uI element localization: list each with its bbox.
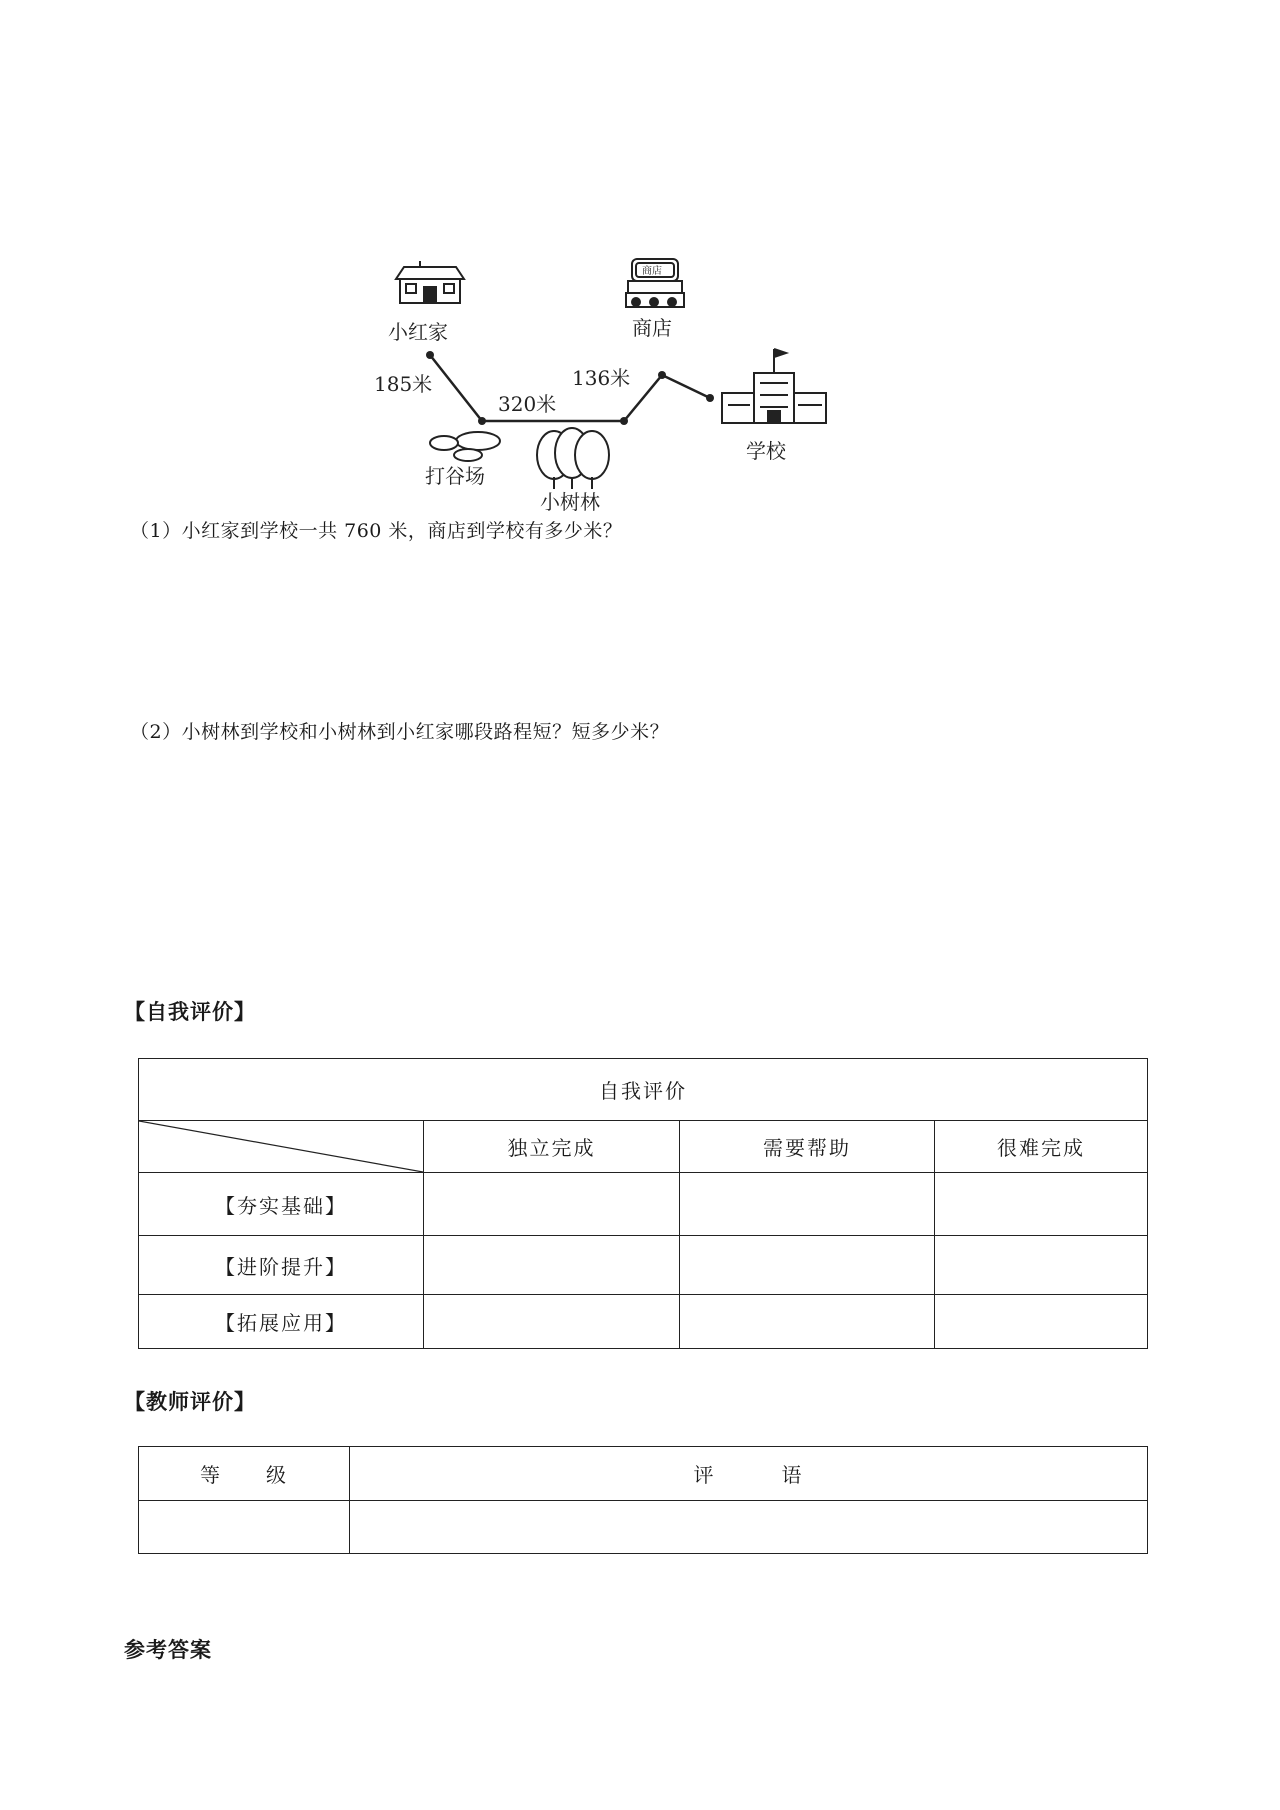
node-school — [706, 394, 714, 402]
route-line — [430, 355, 710, 421]
route-map — [360, 255, 840, 515]
comment-header: 评 语 — [350, 1447, 1148, 1501]
eval-cell[interactable] — [680, 1173, 935, 1236]
comment-cell[interactable] — [350, 1501, 1148, 1554]
question-1: （1）小红家到学校一共 760 米，商店到学校有多少米？ — [130, 520, 623, 542]
label-threshing: 打谷场 — [425, 464, 485, 488]
eval-cell[interactable] — [424, 1173, 680, 1236]
distance-threshing-woods: 320米 — [498, 392, 557, 416]
node-woods — [620, 417, 628, 425]
grade-header: 等 级 — [139, 1447, 350, 1501]
eval-cell[interactable] — [424, 1236, 680, 1295]
school-icon — [722, 349, 826, 423]
column-header: 很难完成 — [935, 1121, 1148, 1173]
answer-title: 参考答案 — [124, 1637, 212, 1662]
eval-cell[interactable] — [680, 1236, 935, 1295]
self-eval-title: 【自我评价】 — [124, 999, 256, 1024]
column-header: 需要帮助 — [680, 1121, 935, 1173]
diagonal-line — [139, 1121, 423, 1172]
node-home — [426, 351, 434, 359]
eval-cell[interactable] — [935, 1295, 1148, 1349]
label-shop: 商店 — [632, 316, 672, 340]
row-header: 【夯实基础】 — [139, 1173, 424, 1236]
shop-sign-label: 商店 — [642, 266, 662, 277]
node-threshing — [478, 417, 486, 425]
node-shop — [658, 371, 666, 379]
label-woods: 小树林 — [540, 490, 600, 514]
eval-cell[interactable] — [935, 1173, 1148, 1236]
distance-home-threshing: 185米 — [374, 372, 433, 396]
column-header: 独立完成 — [424, 1121, 680, 1173]
self-eval-table-title: 自我评价 — [139, 1059, 1148, 1121]
label-home: 小红家 — [388, 320, 448, 344]
question-2: （2）小树林到学校和小树林到小红家哪段路程短？短多少米？ — [130, 721, 670, 743]
row-header: 【进阶提升】 — [139, 1236, 424, 1295]
teacher-eval-table — [138, 1446, 1148, 1554]
eval-cell[interactable] — [935, 1236, 1148, 1295]
self-eval-table — [138, 1058, 1148, 1349]
tree-icon — [537, 428, 609, 489]
house-icon — [396, 261, 464, 303]
route-map-svg — [360, 255, 840, 515]
teacher-eval-title: 【教师评价】 — [124, 1389, 256, 1414]
diagonal-header-cell — [139, 1121, 424, 1173]
grade-cell[interactable] — [139, 1501, 350, 1554]
label-school: 学校 — [746, 439, 786, 463]
row-header: 【拓展应用】 — [139, 1295, 424, 1349]
haystack-icon — [430, 432, 500, 461]
distance-woods-shop: 136米 — [572, 366, 631, 390]
eval-cell[interactable] — [680, 1295, 935, 1349]
eval-cell[interactable] — [424, 1295, 680, 1349]
